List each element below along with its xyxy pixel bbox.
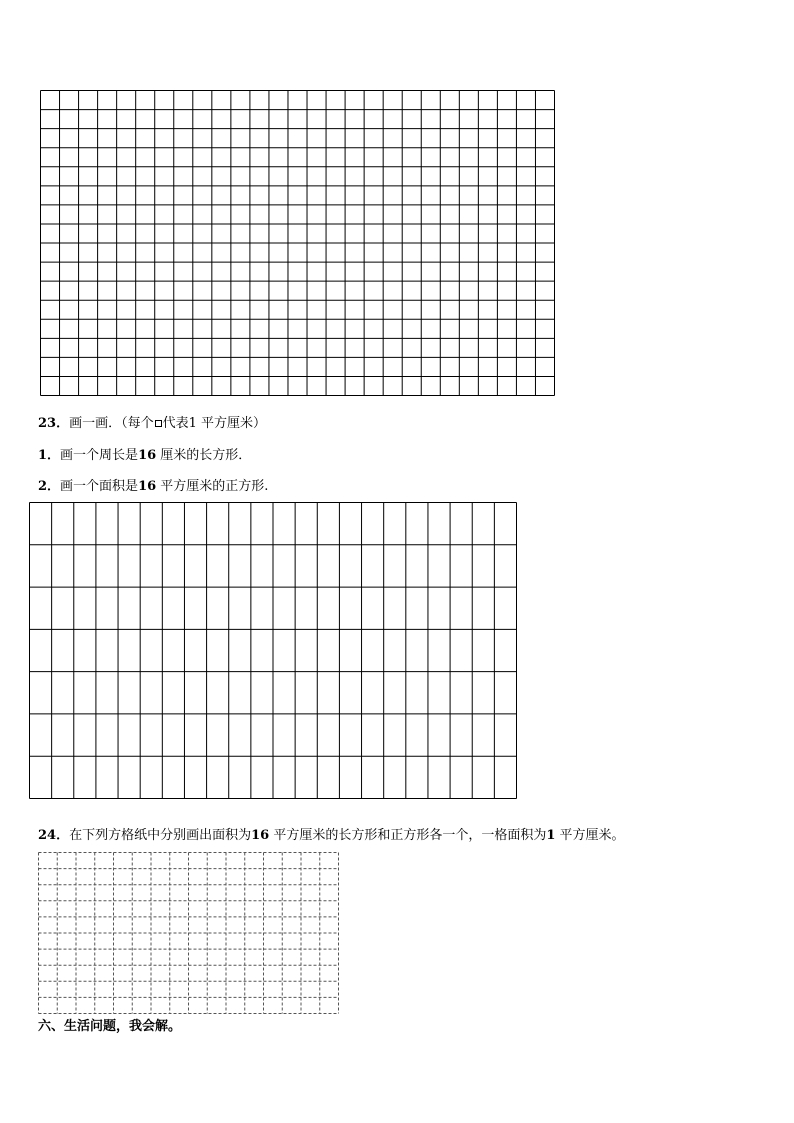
small-square-icon: [155, 420, 162, 427]
q23-item1-number: 1．: [38, 448, 61, 463]
q23-title-post: 代表: [162, 416, 189, 431]
top-grid-paper[interactable]: [40, 90, 555, 396]
q23-item2-pre: 画一个面积是: [60, 479, 139, 494]
q23-item2-post: 平方厘米的正方形.: [160, 479, 269, 494]
q24-value-1: 16: [251, 828, 270, 843]
section-6-title: [38, 1019, 181, 1035]
q24-question: [38, 828, 625, 844]
q23-grid-paper[interactable]: [29, 502, 517, 799]
q23-title-unit: 平方厘米）: [201, 416, 267, 431]
q24-post: 平方厘米。: [559, 828, 625, 843]
q23-item2-value: 16: [138, 479, 157, 494]
q23-title-pre: 画一画．（每个: [69, 416, 154, 431]
q24-value-2: 1: [546, 828, 556, 843]
q23-item1-pre: 画一个周长是: [60, 448, 139, 463]
q23-item1-post: 厘米的长方形．: [160, 448, 252, 463]
q24-mid: 平方厘米的长方形和正方形各一个，一格面积为: [273, 828, 547, 843]
q23-item1-value: 16: [138, 448, 157, 463]
q23-item-1: [38, 448, 251, 464]
q23-title-num: 1: [188, 416, 197, 431]
q23-item-2: [38, 479, 268, 495]
q23-number: 23．: [38, 416, 70, 431]
section-6-text: 六、生活问题，我会解。: [38, 1019, 182, 1034]
q24-pre: 在下列方格纸中分别画出面积为: [69, 828, 252, 843]
q24-number: 24．: [38, 828, 70, 843]
q24-dashed-grid-paper[interactable]: [38, 852, 340, 1015]
q23-title: [38, 416, 266, 432]
q23-item2-number: 2．: [38, 479, 61, 494]
